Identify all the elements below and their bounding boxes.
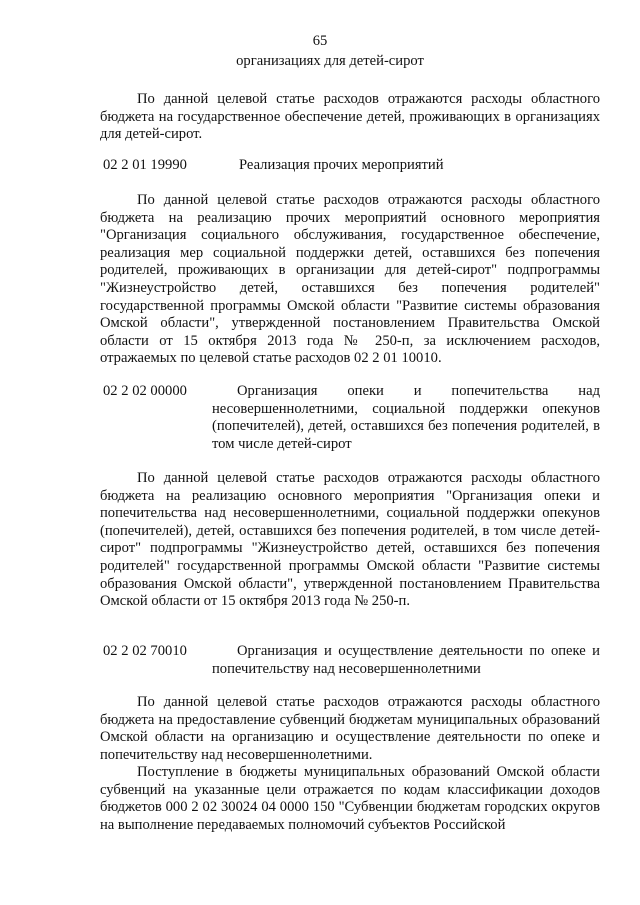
- paragraph-1: По данной целевой статье расходов отражаются расходы областного бюджета на государственное обеспечение детей, проживающих в организациях для детей-сирот.: [100, 91, 600, 143]
- paragraph-4: По данной целевой статье расходов отражаются расходы областного бюджета на предоставление субвенций бюджетам муниципальных образований Омской области на организацию и осуществление деятельности по опеке и попечительству над несовершеннолетними.: [100, 694, 600, 763]
- budget-code: 02 2 02 70010: [103, 643, 187, 659]
- budget-code-title: Реализация прочих мероприятий: [239, 157, 444, 173]
- section-heading-continuation: организациях для детей-сирот: [236, 53, 424, 69]
- budget-code-title: Организация опеки и попечительства над несовершеннолетними, социальной поддержки опекунов (попечителей), детей, оставшихся без попечения родителей, в том числе детей-сирот: [212, 383, 600, 452]
- paragraph-5: Поступление в бюджеты муниципальных образований Омской области субвенций на указанные цели отражается по кодам классификации доходов бюджетов 000 2 02 30024 04 0000 150 "Субвенции бюджетам городских округов на выполнение передаваемых полномочий субъектов Российской: [100, 764, 600, 833]
- budget-code-title: Организация и осуществление деятельности по опеке и попечительству над несовершеннолетними: [212, 643, 600, 677]
- budget-code: 02 2 01 19990: [103, 157, 187, 173]
- paragraph-2: По данной целевой статье расходов отражаются расходы областного бюджета на реализацию прочих мероприятий основного мероприятия "Организация социального обслуживания, государственное обеспечение, реализация мер социальной поддержки детей, оставшихся без попечения родителей, проживающих в организации для детей-сирот" подпрограммы "Жизнеустройство детей, оставшихся без попечения родителей" государственной программы Омской области "Развитие системы образования Омской области", утвержденной постановлением Правительства Омской области от 15 октября 2013 года № 250-п, за исключением расходов, отражаемых по целевой статье расходов 02 2 01 10010.: [100, 192, 600, 367]
- budget-code: 02 2 02 00000: [103, 383, 187, 399]
- page-number: 65: [312, 33, 328, 49]
- paragraph-3: По данной целевой статье расходов отражаются расходы областного бюджета на реализацию основного мероприятия "Организация опеки и попечительства над несовершеннолетними, социальной поддержки опекунов (попечителей), детей, оставшихся без попечения родителей, в том числе детей-сирот" подпрограммы "Жизнеустройство детей, оставшихся без попечения родителей" государственной программы Омской области "Развитие системы образования Омской области", утвержденной постановлением Правительства Омской области от 15 октября 2013 года № 250-п.: [100, 470, 600, 610]
